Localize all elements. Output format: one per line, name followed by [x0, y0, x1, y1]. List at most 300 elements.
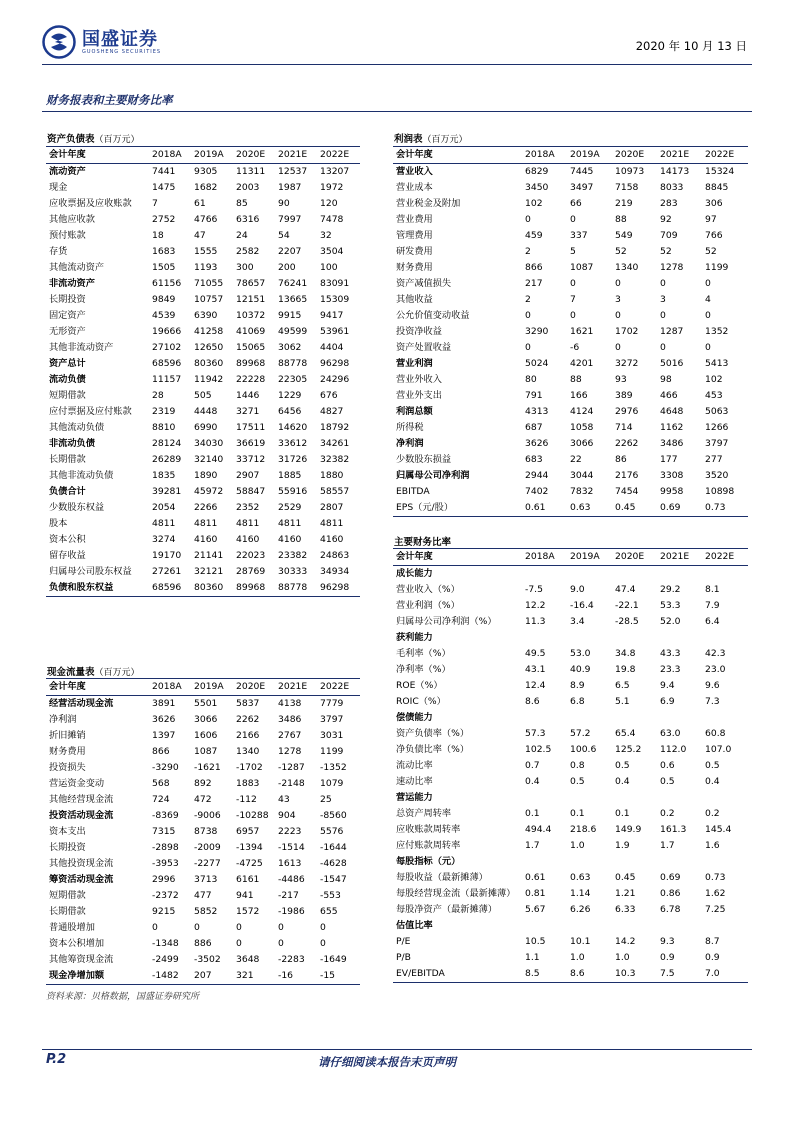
cell-value: 1058	[570, 421, 594, 433]
cell-value: 9.3	[660, 935, 675, 947]
row-label: 归属母公司净利润	[396, 469, 470, 481]
cell-value: 13207	[320, 165, 350, 177]
cell-value: 568	[152, 777, 170, 789]
cell-value: 5.67	[525, 903, 546, 915]
cell-value: 149.9	[615, 823, 642, 835]
cell-value: 2262	[615, 437, 639, 449]
cell-value: 0	[570, 277, 576, 289]
row-label: 偿债能力	[396, 711, 433, 723]
cell-value	[568, 630, 613, 646]
cell-value: 12.2	[525, 599, 546, 611]
cell-value: 0.5	[615, 759, 630, 771]
cell-value: 66	[570, 197, 582, 209]
row-label: 少数股东损益	[396, 453, 452, 465]
cell-value: 5837	[236, 697, 260, 709]
cell-value: 4404	[320, 341, 344, 353]
cell-value	[568, 565, 613, 581]
row-label: 非流动资产	[49, 277, 95, 289]
cell-value: 3	[660, 293, 666, 305]
row-label: EPS（元/股）	[393, 500, 523, 516]
row-label: 营业利润（%）	[396, 599, 460, 611]
cell-value: 34030	[194, 437, 224, 449]
row-label: 资本公积增加	[49, 937, 105, 949]
row-label: 其他非流动负债	[49, 469, 114, 481]
cell-value: 4448	[194, 405, 218, 417]
cell-value: -217	[278, 889, 299, 901]
row-label: 净利润	[49, 713, 77, 725]
cell-value: 0.69	[660, 871, 681, 883]
cell-value: 1475	[152, 181, 176, 193]
cell-value: 28124	[152, 437, 182, 449]
cell-value: 7158	[615, 181, 639, 193]
cell-value: 2529	[278, 501, 302, 513]
table-row	[46, 212, 360, 228]
cell-value: 3497	[570, 181, 594, 193]
cell-value: -4725	[236, 857, 263, 869]
cell-value: 107.0	[705, 743, 732, 755]
cell-value: 1.0	[615, 951, 630, 963]
row-label: 营业税金及附加	[396, 197, 461, 209]
cell-value	[613, 710, 658, 726]
cell-value: 0.6	[660, 759, 675, 771]
cell-value: 2003	[236, 181, 260, 193]
table-row	[393, 212, 748, 228]
footer-disclaimer: 请仔细阅读本报告末页声明	[318, 1055, 456, 1069]
cell-value: 6957	[236, 825, 260, 837]
cell-value: 10372	[236, 309, 266, 321]
year-header: 2022E	[703, 549, 748, 566]
cell-value: 61	[194, 197, 206, 209]
cell-value: 886	[194, 937, 212, 949]
cell-value	[703, 918, 748, 934]
cell-value	[658, 854, 703, 870]
row-label: 每股净资产（最新摊薄）	[396, 903, 498, 915]
cell-value: 1.0	[570, 839, 585, 851]
cell-value: 9417	[320, 309, 344, 321]
cell-value: 8.6	[568, 966, 613, 982]
cell-value: 3272	[615, 357, 639, 369]
row-label: 固定资产	[49, 309, 86, 321]
cell-value: 0.69	[658, 500, 703, 516]
cell-value: 7.3	[705, 695, 720, 707]
cell-value: 7441	[152, 165, 176, 177]
row-label: 毛利率（%）	[396, 647, 451, 659]
cell-value: 1266	[705, 421, 729, 433]
table-row	[46, 872, 360, 888]
cell-value: -2283	[278, 953, 305, 965]
cell-value: 9.6	[705, 679, 720, 691]
cell-value	[568, 710, 613, 726]
cell-value: 8.9	[570, 679, 585, 691]
table-row	[46, 163, 360, 179]
cell-value	[523, 630, 568, 646]
cell-value: 11.3	[525, 615, 546, 627]
row-label: ROIC（%）	[396, 695, 446, 707]
cell-value: 0	[705, 277, 711, 289]
cell-value: 10.1	[570, 935, 591, 947]
row-label: 营业外收入	[396, 373, 442, 385]
footer-rule	[42, 1049, 752, 1050]
table-row	[393, 404, 748, 420]
cell-value: 219	[615, 197, 633, 209]
row-label: 普通股增加	[49, 921, 95, 933]
cell-value: 0.9	[660, 951, 675, 963]
cell-value	[523, 854, 568, 870]
cell-value: 321	[234, 968, 276, 984]
cell-value: 7445	[570, 165, 594, 177]
ratios-table	[393, 548, 748, 983]
cell-value: 306	[705, 197, 723, 209]
cell-value	[613, 918, 658, 934]
cell-value: 15309	[320, 293, 350, 305]
cell-value	[703, 790, 748, 806]
table-row	[393, 196, 748, 212]
cell-value: 0	[705, 341, 711, 353]
cell-value: 2807	[320, 501, 344, 513]
cell-value: 10.5	[525, 935, 546, 947]
year-header: 2020E	[234, 147, 276, 164]
row-label: 营业收入	[396, 165, 433, 177]
row-label: 营业利润	[396, 357, 433, 369]
row-label: 公允价值变动收益	[396, 309, 470, 321]
cell-value: -1547	[320, 873, 347, 885]
table-row	[46, 388, 360, 404]
cell-value: 4124	[570, 405, 594, 417]
cashflow-title: 现金流量表（百万元）	[47, 667, 140, 678]
cell-value: 21141	[194, 549, 224, 561]
cell-value	[568, 918, 613, 934]
row-label: 经营活动现金流	[49, 697, 114, 709]
cell-value: 1880	[320, 469, 344, 481]
cell-value: 3797	[320, 713, 344, 725]
cell-value: 0	[570, 309, 576, 321]
cell-value: 14.2	[615, 935, 636, 947]
cell-value: 2582	[236, 245, 260, 257]
cell-value: -1514	[278, 841, 305, 853]
brand-name-en: GUOSHENG SECURITIES	[82, 49, 162, 55]
cell-value: 22	[570, 453, 582, 465]
cell-value: 18792	[320, 421, 350, 433]
row-label: 归属母公司净利润（%）	[396, 615, 497, 627]
cell-value: 8.7	[705, 935, 720, 947]
cell-value: 28769	[236, 565, 266, 577]
row-label: 长期借款	[49, 453, 86, 465]
cell-value: 22305	[278, 373, 308, 385]
cell-value: 76241	[278, 277, 308, 289]
year-header: 2018A	[150, 679, 192, 696]
row-label: 投资损失	[49, 761, 86, 773]
cell-value: 53.0	[570, 647, 591, 659]
cell-value: 1.6	[705, 839, 720, 851]
cell-value: 0.4	[705, 775, 720, 787]
table-row	[46, 468, 360, 484]
cell-value: 3.4	[570, 615, 585, 627]
row-label: 营业费用	[396, 213, 433, 225]
cell-value: 1682	[194, 181, 218, 193]
cell-value: 4811	[152, 517, 176, 529]
cell-value: 8033	[660, 181, 684, 193]
cell-value: 714	[615, 421, 633, 433]
cell-value: 283	[660, 197, 678, 209]
cell-value: 2767	[278, 729, 302, 741]
cell-value: 5576	[320, 825, 344, 837]
table-row	[393, 356, 748, 372]
report-date: 2020 年 10 月 13 日	[635, 39, 747, 53]
cell-value: 12151	[236, 293, 266, 305]
cell-value: 1.21	[615, 887, 636, 899]
cell-value: 1572	[236, 905, 260, 917]
cell-value	[613, 630, 658, 646]
cell-value: 0	[615, 309, 621, 321]
table-row	[46, 484, 360, 500]
row-label: 短期借款	[49, 889, 86, 901]
cell-value: 0.4	[615, 775, 630, 787]
cell-value: 1835	[152, 469, 176, 481]
cell-value: 52	[615, 245, 627, 257]
cell-value: -4628	[320, 857, 347, 869]
cell-value: 2944	[525, 469, 549, 481]
cell-value: 1162	[660, 421, 684, 433]
income-statement-table	[393, 146, 748, 517]
cell-value: 1885	[278, 469, 302, 481]
cell-value: 0	[615, 277, 621, 289]
cell-value: 0.61	[523, 500, 568, 516]
cell-value: 0	[525, 309, 531, 321]
table-row	[46, 324, 360, 340]
cell-value: -553	[320, 889, 341, 901]
table-row	[46, 920, 360, 936]
year-header: 2018A	[150, 147, 192, 164]
cell-value: 32121	[194, 565, 224, 577]
cell-value	[613, 854, 658, 870]
cell-value: 92	[660, 213, 672, 225]
cell-value: 49599	[278, 325, 308, 337]
cell-value: 57.3	[525, 727, 546, 739]
table-row	[393, 468, 748, 484]
row-label: 资产负债率（%）	[396, 727, 470, 739]
page-header	[38, 20, 753, 60]
cell-value: -1621	[194, 761, 221, 773]
cell-value: 7	[570, 293, 576, 305]
cell-value: 8.6	[525, 695, 540, 707]
table-row	[393, 598, 748, 614]
cell-value: 4313	[525, 405, 549, 417]
table-row	[393, 950, 748, 966]
cell-value: 3274	[152, 533, 176, 545]
cell-value: 23382	[278, 549, 308, 561]
cell-value: 49.5	[525, 647, 546, 659]
cell-value: 0	[194, 921, 200, 933]
row-label: 筹资活动现金流	[49, 873, 114, 885]
cell-value: 3308	[660, 469, 684, 481]
cell-value: 6.4	[705, 615, 720, 627]
row-label: 资产处置收益	[396, 341, 452, 353]
cell-value: 3066	[570, 437, 594, 449]
table-row	[46, 888, 360, 904]
table-row	[46, 856, 360, 872]
row-label: 应付票据及应付账款	[49, 405, 132, 417]
cell-value: 40.9	[570, 663, 591, 675]
cell-value: 33712	[236, 453, 266, 465]
cell-value: 337	[570, 229, 588, 241]
cell-value: 11311	[236, 165, 266, 177]
cell-value	[703, 630, 748, 646]
cell-value: 2	[525, 293, 531, 305]
cell-value: 6.5	[615, 679, 630, 691]
cell-value: 4811	[320, 517, 344, 529]
cell-value: 8810	[152, 421, 176, 433]
cell-value: 71055	[194, 277, 224, 289]
cell-value: 125.2	[615, 743, 642, 755]
year-header: 2022E	[703, 147, 748, 164]
cell-value: 1987	[278, 181, 302, 193]
cell-value: 0	[660, 309, 666, 321]
cell-value	[658, 630, 703, 646]
cell-value: 200	[278, 261, 296, 273]
cell-value: 54	[278, 229, 290, 241]
cell-value: 4160	[194, 533, 218, 545]
cell-value: 2262	[236, 713, 260, 725]
cell-value: 47	[194, 229, 206, 241]
row-label: 所得税	[396, 421, 424, 433]
row-label: 存货	[49, 245, 68, 257]
table-header-row	[393, 549, 748, 566]
cell-value: 466	[660, 389, 678, 401]
cell-value: 1079	[320, 777, 344, 789]
cell-value: 83091	[320, 277, 350, 289]
cell-value: 11157	[152, 373, 182, 385]
cell-value: 9915	[278, 309, 302, 321]
row-label: P/E	[396, 935, 411, 947]
cell-value: 4160	[278, 533, 302, 545]
cell-value: 5063	[705, 405, 729, 417]
cell-value: 24863	[320, 549, 350, 561]
cell-value: 14173	[660, 165, 690, 177]
cell-value: 19170	[152, 549, 182, 561]
year-header: 2020E	[613, 549, 658, 566]
cell-value: -1352	[320, 761, 347, 773]
table-row	[393, 630, 748, 646]
row-label: 负债和股东权益	[46, 580, 150, 596]
cell-value	[658, 790, 703, 806]
header-label: 会计年度	[393, 549, 523, 566]
cell-value: 477	[194, 889, 212, 901]
cell-value: 0	[615, 341, 621, 353]
cell-value	[658, 710, 703, 726]
cell-value: 55916	[278, 485, 308, 497]
year-header: 2022E	[318, 679, 360, 696]
table-row	[46, 420, 360, 436]
balance-sheet-table	[46, 146, 360, 597]
table-row	[393, 484, 748, 500]
table-row	[46, 308, 360, 324]
cell-value: 7454	[615, 485, 639, 497]
cell-value: 34.8	[615, 647, 636, 659]
row-label: 净负债比率（%）	[396, 743, 470, 755]
table-row	[46, 260, 360, 276]
cell-value: 5501	[194, 697, 218, 709]
row-label: ROE（%）	[396, 679, 443, 691]
table-row	[393, 244, 748, 260]
table-row	[393, 340, 748, 356]
section-rule	[42, 111, 752, 112]
income-title: 利润表（百万元）	[394, 134, 468, 145]
cell-value: -8369	[152, 809, 179, 821]
cell-value: 29.2	[660, 583, 681, 595]
row-label: 利润总额	[396, 405, 433, 417]
cell-value: 80360	[194, 357, 224, 369]
cell-value: 97	[705, 213, 717, 225]
cell-value: 389	[615, 389, 633, 401]
cell-value: 63.0	[660, 727, 681, 739]
table-header-row	[46, 679, 360, 696]
cell-value: 41258	[194, 325, 224, 337]
cell-value: -7.5	[525, 583, 543, 595]
table-row	[393, 308, 748, 324]
cell-value: 1193	[194, 261, 218, 273]
cell-value: -2499	[152, 953, 179, 965]
cell-value: 43	[278, 793, 290, 805]
row-label: 资本支出	[49, 825, 86, 837]
cashflow-table	[46, 678, 360, 985]
cell-value: 8738	[194, 825, 218, 837]
cell-value: 9958	[660, 485, 684, 497]
cell-value: 4811	[194, 517, 218, 529]
cell-value: 2752	[152, 213, 176, 225]
cell-value: 4	[705, 293, 711, 305]
row-label: 现金	[49, 181, 68, 193]
cell-value: 96298	[320, 357, 350, 369]
table-row	[46, 776, 360, 792]
cell-value: 120	[320, 197, 338, 209]
cell-value: 100	[320, 261, 338, 273]
cell-value	[613, 790, 658, 806]
cell-value: -1649	[320, 953, 347, 965]
table-row	[46, 968, 360, 984]
table-row	[393, 614, 748, 630]
cell-value: 1397	[152, 729, 176, 741]
row-label: 估值比率	[396, 919, 433, 931]
cell-value: 207	[192, 968, 234, 984]
year-header: 2019A	[568, 549, 613, 566]
year-header: 2021E	[658, 147, 703, 164]
cell-value: 102	[705, 373, 723, 385]
cell-value: 161.3	[660, 823, 687, 835]
cell-value: 0	[320, 921, 326, 933]
cell-value: 100.6	[570, 743, 597, 755]
cell-value: 30333	[278, 565, 308, 577]
cell-value: 31726	[278, 453, 308, 465]
cell-value: 8.1	[705, 583, 720, 595]
cell-value: 32	[320, 229, 332, 241]
cell-value: 0	[236, 937, 242, 949]
cell-value: 1087	[194, 745, 218, 757]
row-label: 其他流动资产	[49, 261, 105, 273]
cell-value	[658, 565, 703, 581]
cell-value: 98	[660, 373, 672, 385]
source-note: 资料来源：贝格数据，国盛证券研究所	[46, 992, 200, 1002]
cell-value: 1606	[194, 729, 218, 741]
cell-value: 0.45	[615, 871, 636, 883]
row-label: 现金净增加额	[46, 968, 150, 984]
cell-value: 7.25	[705, 903, 726, 915]
cell-value: 7	[152, 197, 158, 209]
cell-value: 85	[236, 197, 248, 209]
row-label: EBITDA	[396, 485, 430, 497]
row-label: EV/EBITDA	[393, 966, 523, 982]
table-row	[393, 678, 748, 694]
table-row	[46, 792, 360, 808]
